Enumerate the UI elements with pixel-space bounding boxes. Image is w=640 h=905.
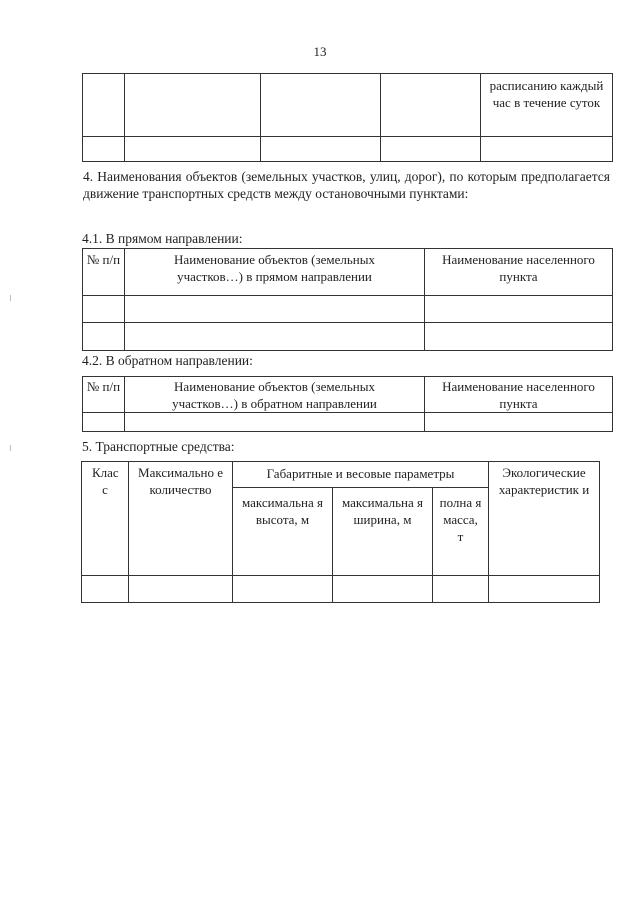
table-cell [333, 576, 433, 603]
column-header-class: Клас с [82, 462, 129, 576]
table-cell [489, 576, 600, 603]
column-header-dimensions: Габаритные и весовые параметры [233, 462, 489, 488]
table-cell [129, 576, 233, 603]
reverse-direction-table [82, 376, 613, 432]
column-header-locality: Наименование населенного пункта [425, 249, 613, 296]
column-header-full-mass: полна я масса, т [433, 488, 489, 576]
table-cell [83, 323, 125, 351]
table-cell [125, 137, 261, 162]
column-header-max-count: Максимально е количество [129, 462, 233, 576]
column-header-eco: Экологические характеристик и [489, 462, 600, 576]
table-cell [83, 413, 125, 432]
vehicles-table [81, 461, 600, 603]
section-5-heading: 5. Транспортные средства: [82, 439, 235, 454]
column-header-max-width: максимальна я ширина, м [333, 488, 433, 576]
table-cell [83, 74, 125, 137]
schedule-cell: расписанию каждый час в течение суток [481, 74, 613, 137]
section-4-2-heading: 4.2. В обратном направлении: [82, 353, 253, 368]
table-cell [261, 137, 381, 162]
table-cell [381, 74, 481, 137]
column-header-locality: Наименование населенного пункта [425, 377, 613, 413]
schedule-table-continuation [82, 73, 613, 162]
table-cell [381, 137, 481, 162]
column-header-objects: Наименование объектов (земельных участков…) в обратном направлении [125, 377, 425, 413]
table-cell [125, 413, 425, 432]
table-cell [433, 576, 489, 603]
table-cell [125, 296, 425, 323]
section-4-1-heading: 4.1. В прямом направлении: [82, 231, 243, 246]
table-cell [425, 296, 613, 323]
table-cell [233, 576, 333, 603]
table-cell [261, 74, 381, 137]
margin-mark [10, 445, 11, 451]
page-number: 13 [313, 44, 327, 59]
forward-direction-table [82, 248, 613, 351]
table-cell [481, 137, 613, 162]
column-header-number: № п/п [83, 377, 125, 413]
table-cell [83, 137, 125, 162]
table-cell [425, 323, 613, 351]
margin-mark [10, 295, 11, 301]
column-header-number: № п/п [83, 249, 125, 296]
table-cell [125, 74, 261, 137]
table-cell [425, 413, 613, 432]
table-cell [83, 296, 125, 323]
column-header-max-height: максимальна я высота, м [233, 488, 333, 576]
table-cell [125, 323, 425, 351]
section-4-text: 4. Наименования объектов (земельных участков, улиц, дорог), по которым предполагается движение транспортных средств между остановочными пунктами: [83, 169, 610, 201]
table-cell [82, 576, 129, 603]
column-header-objects: Наименование объектов (земельных участков…) в прямом направлении [125, 249, 425, 296]
